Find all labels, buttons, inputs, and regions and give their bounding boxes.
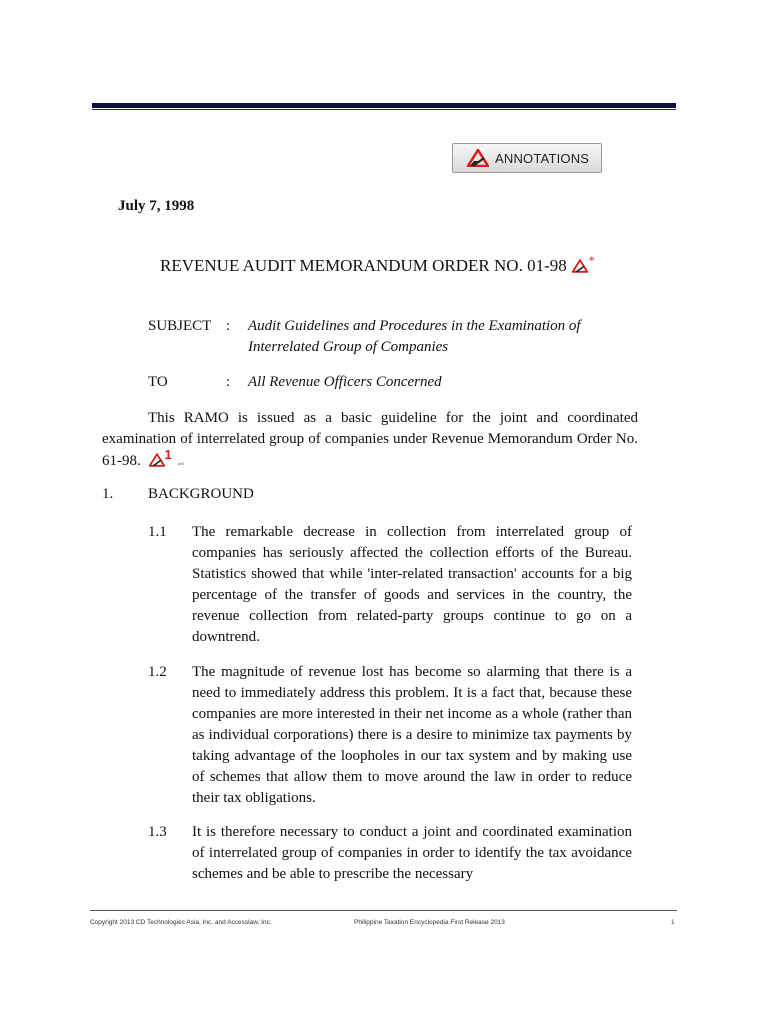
annotations-button-label: ANNOTATIONS bbox=[495, 150, 590, 166]
item-number: 1.3 bbox=[148, 824, 167, 840]
section-title: BACKGROUND bbox=[148, 486, 254, 502]
to-value: All Revenue Officers Concerned bbox=[248, 374, 442, 390]
footer-page-number: 1 bbox=[671, 919, 675, 926]
intro-annotation-number[interactable]: 1 bbox=[164, 447, 172, 462]
annotations-logo-icon bbox=[467, 149, 489, 167]
footer-copyright: Copyright 2013 CD Technologies Asia, Inc. and Accesslaw, Inc. bbox=[90, 919, 272, 926]
annotation-marker-icon[interactable] bbox=[572, 259, 588, 273]
subject-line-2: Interrelated Group of Companies bbox=[248, 339, 449, 355]
item-text: The magnitude of revenue lost has become so alarming that there is a need to immediately address this problem. It is a fact that, because these companies are more interested in their net income as a whole (rather than as individual corporations) there is a desire to minimize tax payments by taking advantage of the loopholes in our tax system and by making use of schemes that allow them to move around the law in order to reduce their tax obligations. bbox=[192, 664, 632, 806]
section-number: 1. bbox=[102, 486, 114, 502]
subject-value bbox=[248, 316, 638, 358]
to-label: TO bbox=[148, 374, 168, 390]
item-number: 1.2 bbox=[148, 664, 167, 680]
intro-tiny-note: prtil bbox=[177, 461, 185, 466]
intro-paragraph bbox=[102, 408, 638, 474]
to-colon: : bbox=[226, 374, 231, 390]
document-title-text: REVENUE AUDIT MEMORANDUM ORDER NO. 01-98 bbox=[160, 256, 567, 275]
annotations-button[interactable] bbox=[452, 143, 602, 173]
item-text: It is therefore necessary to conduct a joint and coordinated examination of interrelated group of companies in order to identify the tax avoidance schemes and be able to prescribe the necessary bbox=[192, 824, 632, 882]
footer-publication: Philippine Taxation Encyclopedia First Release 2013 bbox=[354, 919, 505, 926]
footer-rule bbox=[90, 910, 677, 911]
header-rule-thin bbox=[92, 109, 676, 110]
subject-label: SUBJECT bbox=[148, 318, 212, 334]
header-rule bbox=[92, 103, 676, 108]
intro-text: This RAMO is issued as a basic guideline for the joint and coordinated examination of interrelated group of companies under Revenue Memorandum Order No. 61-98. bbox=[102, 410, 638, 469]
document-title bbox=[160, 252, 595, 276]
annotation-marker-icon[interactable] bbox=[149, 453, 165, 467]
title-annotation-star[interactable]: * bbox=[588, 252, 595, 267]
document-date: July 7, 1998 bbox=[118, 198, 195, 214]
subject-colon: : bbox=[226, 318, 231, 334]
subject-line-1: Audit Guidelines and Procedures in the Examination of bbox=[248, 318, 581, 334]
item-number: 1.1 bbox=[148, 524, 167, 540]
item-text: The remarkable decrease in collection from interrelated group of companies has seriously affected the collection efforts of the Bureau. Statistics showed that while 'inter-related transaction' accounts for a big percentage of the transfer of goods and services in the country, the revenue collection from related-party groups continue to go on a downtrend. bbox=[192, 524, 632, 645]
